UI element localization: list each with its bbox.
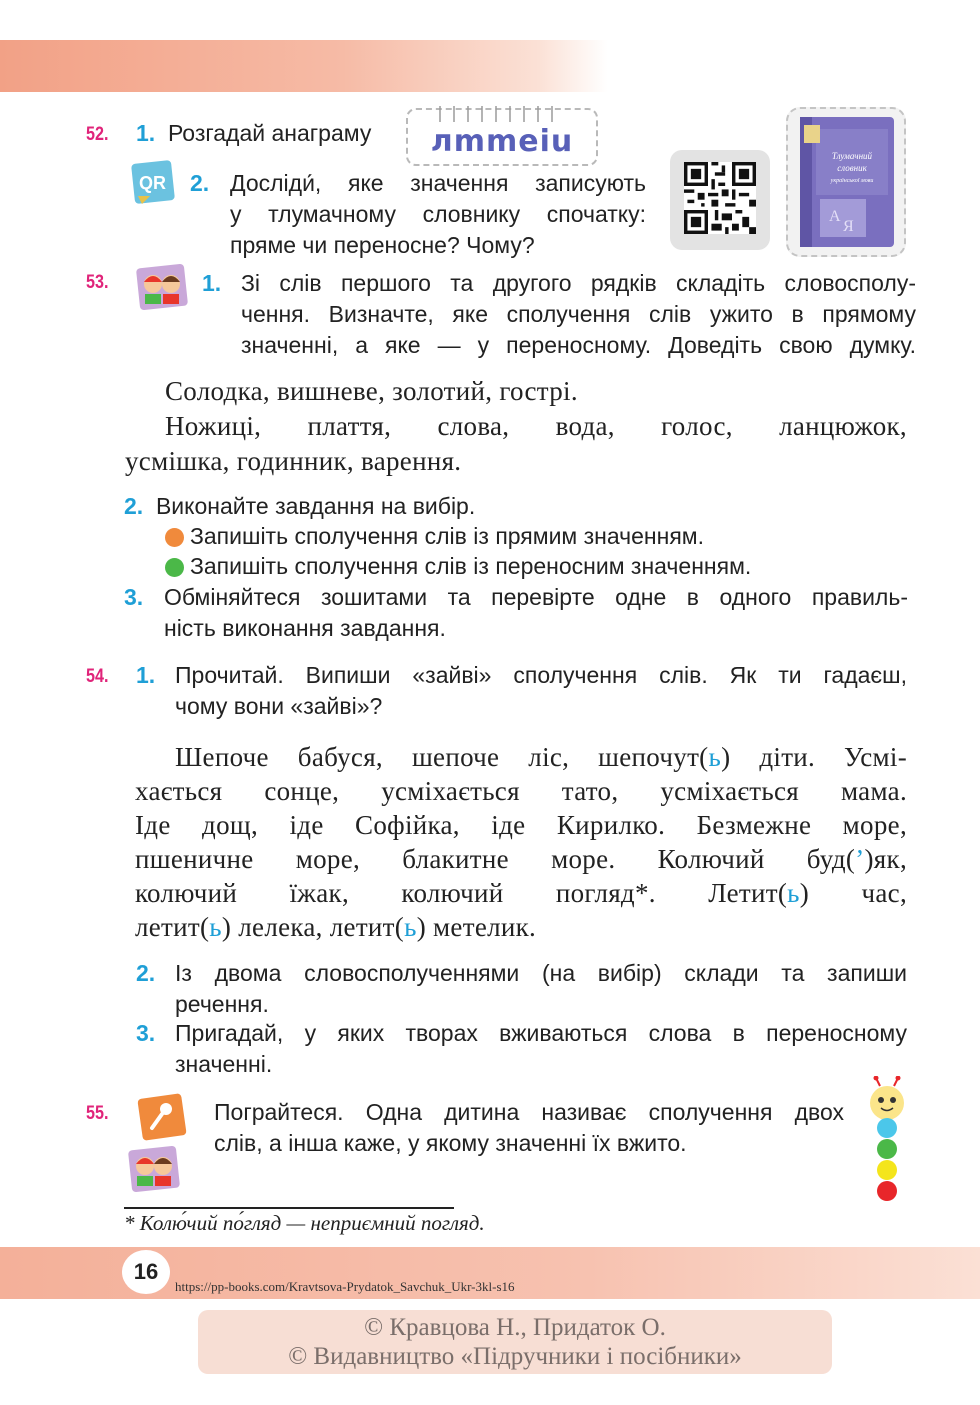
ex54-task1-line-2: чому вони «зайві»? <box>175 693 383 719</box>
ex54-passage-line-6: летит(ь) лелека, летит(ь) метелик. <box>135 912 537 942</box>
ex54-task2 <box>136 958 907 1020</box>
ex52-task1-text: Розгадай анаграму <box>167 120 372 146</box>
ex54-passage-line-2: хається сонце, усміхається тато, усміхається мама. <box>135 776 907 806</box>
ex54-task3 <box>136 1018 907 1080</box>
footnote-divider <box>124 1207 454 1209</box>
ex54-passage <box>135 740 907 944</box>
ex54-passage-line-3: Іде дощ, іде Софійка, іде Кирилко. Безмежне море, <box>135 810 907 840</box>
ex53-words-line-3: усмішка, годинник, варення. <box>125 446 462 476</box>
copyright-line-1: © Кравцова Н., Придаток О. <box>364 1314 666 1341</box>
ex55-line-2: слів, а інша каже, у якому значенні їх вжито. <box>214 1130 687 1156</box>
ex53-task2-option-2: Запишіть сполучення слів із переносним значенням. <box>165 551 751 582</box>
svg-text:QR: QR <box>139 173 166 193</box>
green-level-dot-icon <box>165 558 184 577</box>
footnote: * Колю́чий по́гляд — неприємний погляд. <box>124 1211 485 1235</box>
exercise-number-53: 53. <box>86 272 109 293</box>
ex54-task3-line-1: Пригадай, у яких творах вживаються слова в переносному <box>175 1020 907 1046</box>
ex53-task3 <box>124 582 908 644</box>
caterpillar-icon <box>864 1076 910 1206</box>
copyright-line-2: © Видавництво «Підручники і посібники» <box>288 1343 742 1370</box>
ex55-line-1: Пограйтеся. Одна дитина називає сполучення двох <box>214 1099 844 1125</box>
ex52-task2-line-3: пряме чи переносне? Чому? <box>230 232 535 258</box>
ex52-task2-line-2: у тлумачному словнику спочатку: <box>230 201 646 227</box>
source-url[interactable]: https://pp-books.com/Kravtsova-Prydatok_Savchuk_Ukr-3kl-s16 <box>175 1279 515 1294</box>
ex54-task1 <box>136 660 907 722</box>
qr-code-icon[interactable] <box>684 162 756 234</box>
anagram-card <box>406 108 598 166</box>
ex53-task2-text: Виконайте завдання на вибір. <box>155 493 476 519</box>
ex53-task3-line-2: ність виконання завдання. <box>164 615 446 641</box>
ex54-passage-line-4: пшеничне море, блакитне море. Колючий буд(’)як, <box>135 844 907 874</box>
ex52-task2-number: 2. <box>190 170 210 196</box>
page-number: 16 <box>122 1250 170 1294</box>
exercise-number-55: 55. <box>86 1103 109 1124</box>
ex54-task1-line-1: Прочитай. Випиши «зайві» сполучення слів. Як ти гадаєш, <box>175 662 907 688</box>
svg-text:словник: словник <box>837 163 867 173</box>
ex52-task1 <box>136 118 371 149</box>
ex53-task1 <box>202 268 916 361</box>
ex53-task3-number: 3. <box>124 584 144 610</box>
ex53-task1-line-3: значенні, а яке — у переносному. Доведіть свою думку. <box>241 332 916 358</box>
exercise-number-54: 54. <box>86 666 109 687</box>
ex54-passage-line-1: Шепоче бабуся, шепоче ліс, шепочут(ь) діти. Усмі- <box>175 742 907 772</box>
ex54-task1-number: 1. <box>136 662 156 688</box>
ex54-task2-line-2: речення. <box>175 991 269 1017</box>
svg-text:Я: Я <box>843 218 854 235</box>
ex53-task1-line-1: Зі слів першого та другого рядків складіть словосполу- <box>241 270 916 296</box>
anagram-word: лmmеiu <box>430 124 574 159</box>
ex52-task1-number: 1. <box>136 120 156 146</box>
ex53-task2-number: 2. <box>124 493 144 519</box>
qr-badge-icon <box>130 158 176 206</box>
ex54-passage-line-5: колючий їжак, колючий погляд*. Летит(ь) час, <box>135 878 907 908</box>
microphone-game-icon <box>136 1092 190 1142</box>
qr-code-panel[interactable] <box>670 150 770 250</box>
ex53-task1-number: 1. <box>202 270 222 296</box>
ex54-task3-number: 3. <box>136 1020 156 1046</box>
top-decorative-band <box>0 40 980 92</box>
orange-level-dot-icon <box>165 528 184 547</box>
ex54-task3-line-2: значенні. <box>175 1051 273 1077</box>
exercise-number-52: 52. <box>86 124 109 145</box>
ex53-words-line-2: Ножиці, плаття, слова, вода, голос, ланцюжок, <box>165 411 907 441</box>
svg-text:української мови: української мови <box>830 178 874 184</box>
ex53-task3-line-1: Обміняйтеся зошитами та перевірте одне в одного правиль- <box>164 584 908 610</box>
ex53-task1-line-2: чення. Визначте, яке сполучення слів ужито в прямому <box>241 301 916 327</box>
ex52-task2-line-1: Досліди́, яке значення записують <box>230 170 646 196</box>
ex52-task2 <box>190 168 646 261</box>
dictionary-book-card <box>786 107 906 257</box>
ex55-text <box>214 1097 844 1159</box>
pair-work-icon <box>134 262 190 312</box>
pair-play-icon <box>126 1144 182 1194</box>
ex53-task2-option-1: Запишіть сполучення слів із прямим значенням. <box>165 521 704 552</box>
dictionary-book-icon <box>796 115 896 249</box>
ex54-task2-number: 2. <box>136 960 156 986</box>
copyright-box <box>198 1310 832 1374</box>
ex53-task2 <box>124 491 475 522</box>
svg-text:Тлумачний: Тлумачний <box>831 151 873 161</box>
svg-text:А: А <box>829 208 841 225</box>
card-pins-icon <box>430 104 570 124</box>
ex54-task2-line-1: Із двома словосполученнями (на вибір) склади та запиши <box>175 960 907 986</box>
ex53-words-line-1: Солодка, вишневе, золотий, гострі. <box>165 376 578 406</box>
